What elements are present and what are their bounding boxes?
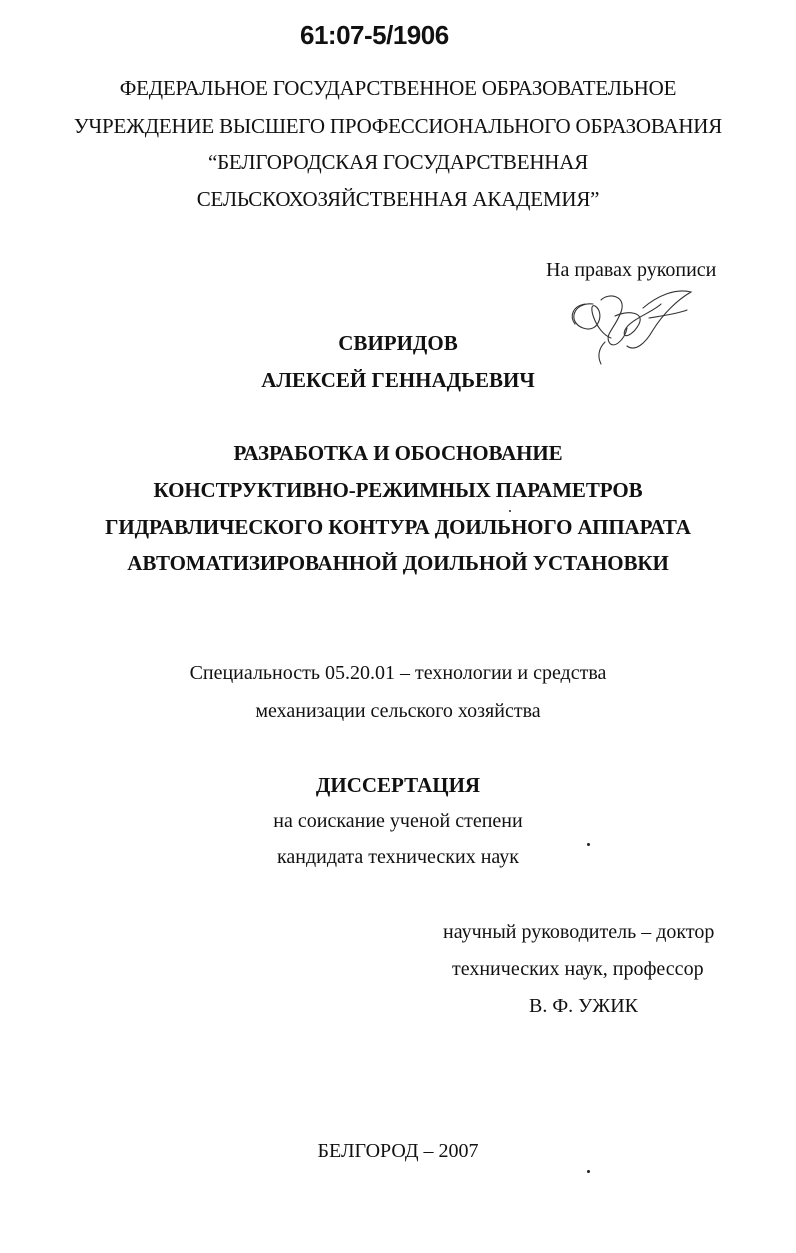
author-given-names: АЛЕКСЕЙ ГЕННАДЬЕВИЧ [261,368,535,392]
dissertation-heading: ДИССЕРТАЦИЯ [315,773,481,797]
institution-line-4: СЕЛЬСКОХОЗЯЙСТВЕННАЯ АКАДЕМИЯ” [196,187,600,211]
title-line-2: КОНСТРУКТИВНО-РЕЖИМНЫХ ПАРАМЕТРОВ [153,478,643,502]
manuscript-note: На правах рукописи [546,259,717,281]
supervisor-line-2: технических наук, профессор [452,958,704,980]
document-code: 61:07-5/1906 [300,20,449,50]
title-line-3: ГИДРАВЛИЧЕСКОГО КОНТУРА ДОИЛЬНОГО АППАРАТА [105,515,691,539]
supervisor-name: В. Ф. УЖИК [529,995,639,1017]
specialty-line-2: механизации сельского хозяйства [255,700,541,722]
author-surname: СВИРИДОВ [338,331,458,355]
degree-line-2: кандидата технических наук [276,846,520,868]
scan-speck [509,510,511,512]
institution-line-2: УЧРЕЖДЕНИЕ ВЫСШЕГО ПРОФЕССИОНАЛЬНОГО ОБРАЗОВАНИЯ [73,114,723,138]
signature-icon [565,282,705,377]
institution-line-3: “БЕЛГОРОДСКАЯ ГОСУДАРСТВЕННАЯ [207,150,589,174]
scan-speck [587,843,590,846]
city-year: БЕЛГОРОД – 2007 [317,1140,479,1162]
scan-speck [587,1170,590,1173]
degree-line-1: на соискание ученой степени [273,810,523,832]
supervisor-line-1: научный руководитель – доктор [443,921,715,943]
specialty-line-1: Специальность 05.20.01 – технологии и средства [189,662,607,684]
title-line-1: РАЗРАБОТКА И ОБОСНОВАНИЕ [233,441,563,465]
institution-line-1: ФЕДЕРАЛЬНОЕ ГОСУДАРСТВЕННОЕ ОБРАЗОВАТЕЛЬНОЕ [119,76,677,100]
title-line-4: АВТОМАТИЗИРОВАННОЙ ДОИЛЬНОЙ УСТАНОВКИ [127,551,669,575]
